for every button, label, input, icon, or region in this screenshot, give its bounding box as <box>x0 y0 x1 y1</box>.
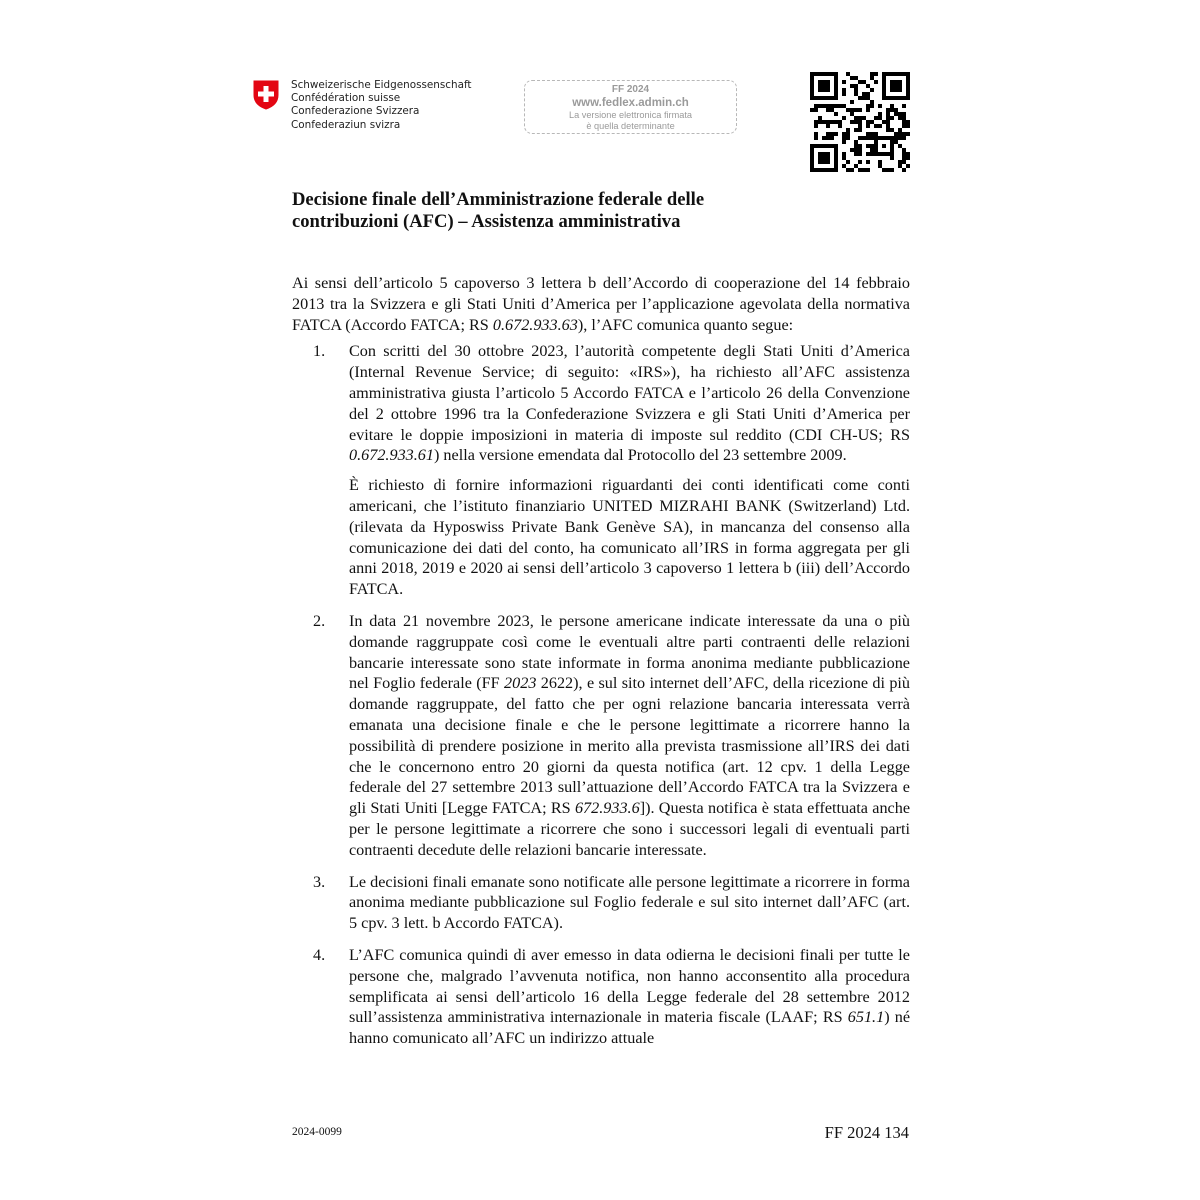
list-item-text: Le decisioni finali emanate sono notificate alle persone legittimate a ricorrere in forma anonima mediante pubblicazione sul Foglio federale e sul sito internet dall’AFC (art. 5 cpv. 3 lett. b Accordo FATCA). <box>349 872 910 933</box>
document-body <box>292 273 910 1060</box>
title-line-2: contribuzioni (AFC) – Assistenza amministrativa <box>292 210 681 232</box>
page-reference: FF 2024 134 <box>824 1123 909 1142</box>
stamp-note-1: La versione elettronica firmata <box>568 110 693 120</box>
list-item-text: L’AFC comunica quindi di aver emesso in data odierna le decisioni finali per tutte le persone che, malgrado l’avvenuta notifica, non hanno acconsentito alla procedura semplificata ai sensi dell’articolo 16 della Legge federale del 28 settembre 2012 sull’assistenza amministrativa internazionale in materia fiscale (LAAF; RS 651.1) né hanno comunicato all’AFC un indirizzo attuale <box>349 945 911 1048</box>
document-number: 2024-0099 <box>292 1126 342 1138</box>
list-item-number: 1. <box>313 342 326 361</box>
list-item-text: Con scritti del 30 ottobre 2023, l’autorità competente degli Stati Uniti d’America (Internal Revenue Service; di seguito: «IRS»), ha richiesto all’AFC assistenza amministrativa giusta l’articolo 5 Accordo FATCA e l’articolo 26 della Convenzione del 2 ottobre 1996 tra la Confederazione Svizzera e gli Stati Uniti d’America per evitare le doppie imposizioni in materia di imposte sul reddito (CDI CH-US; RS 0.672.933.61) nella versione emendata dal Protocollo del 23 settembre 2009. <box>349 342 910 465</box>
confederation-line-rm: Confederaziun svizra <box>291 118 401 131</box>
fedlex-stamp <box>524 80 737 134</box>
list-item-number: 4. <box>313 945 326 964</box>
list-item <box>292 341 910 600</box>
confederation-line-fr: Confédération suisse <box>291 92 401 105</box>
page-title <box>292 189 792 232</box>
intro-paragraph: Ai sensi dell’articolo 5 capoverso 3 lettera b dell’Accordo di cooperazione del 14 febbraio 2013 tra la Svizzera e gli Stati Uniti d’America per l’applicazione agevolata della normativa FATCA (Accordo FATCA; RS 0.672.933.63), l’AFC comunica quanto segue: <box>292 274 910 334</box>
confederation-name <box>291 79 472 132</box>
qr-code-icon <box>810 72 910 172</box>
stamp-note-2: è quella determinante <box>586 121 675 131</box>
list-item-text: È richiesto di fornire informazioni riguardanti dei conti identificati come conti americani, che l’istituto finanziario UNITED MIZRAHI BANK (Switzerland) Ltd. (rilevata da Hyposwiss Private Bank Genève SA), in mancanza del consenso alla comunicazione dei dati del conto, ha comunicato all’IRS in forma aggregata per gli anni 2018, 2019 e 2020 ai sensi dell’articolo 3 capoverso 1 lettera b (iii) dell’Accordo FATCA. <box>349 476 910 599</box>
confederation-line-de: Schweizerische Eidgenossenschaft <box>291 79 472 91</box>
stamp-edition: FF 2024 <box>611 84 650 95</box>
list-item <box>292 945 910 1049</box>
confederation-line-it: Confederazione Svizzera <box>291 105 420 118</box>
title-line-1: Decisione finale dell’Amministrazione federale delle <box>292 189 705 210</box>
list-item-number: 2. <box>313 611 326 630</box>
list-item-text: In data 21 novembre 2023, le persone americane indicate interessate da una o più domande raggruppate così come le eventuali altre parti contraenti delle relazioni bancarie interessate sono state informate in forma anonima mediante pubblicazione nel Foglio federale (FF 2023 2622), e sul sito internet dell’AFC, della ricezione di più domande raggruppate, del fatto che per ogni relazione bancaria interessata verrà emanata una decisione finale e che le persone legittimate a ricorrere hanno la possibilità di prendere posizione in merito alla prevista trasmissione all’IRS dei dati che le concernono entro 20 giorni da questa notifica (art. 12 cpv. 1 della Legge federale del 27 settembre 2013 sull’attuazione dell’Accordo FATCA tra la Svizzera e gli Stati Uniti [Legge FATCA; RS 672.933.6]). Questa notifica è stata effettuata anche per le persone legittimate a ricorrere che sono i successori legali di eventuali parti contraenti decedute delle relazioni bancarie interessate. <box>349 611 911 859</box>
list-item-number: 3. <box>313 872 326 891</box>
list-item <box>292 872 910 934</box>
list-item <box>292 611 910 861</box>
swiss-cross-icon <box>253 80 279 110</box>
stamp-url: www.fedlex.admin.ch <box>572 97 689 109</box>
